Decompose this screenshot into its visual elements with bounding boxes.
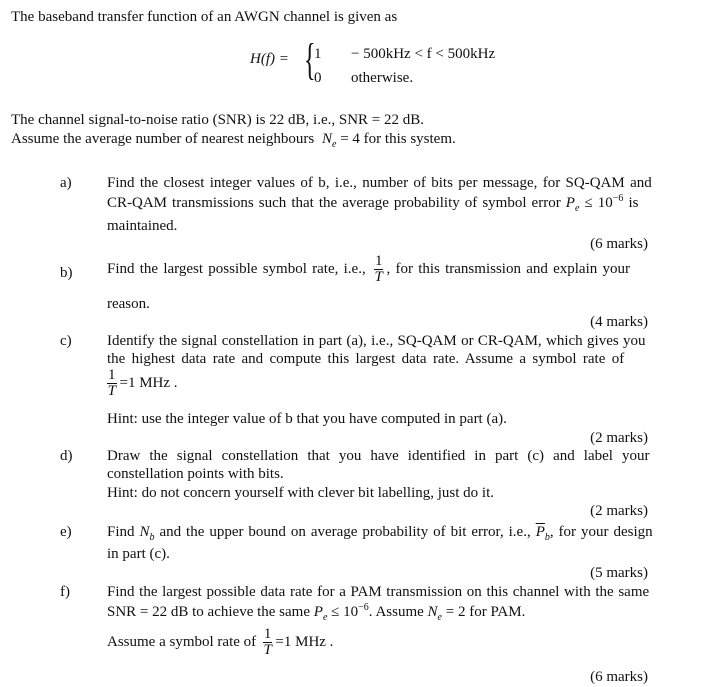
question-c-rate: =1 MHz . (119, 374, 178, 391)
question-a-label: a) (60, 175, 72, 191)
question-e-text1: Find (107, 524, 135, 540)
assume-line (11, 130, 456, 150)
question-e-pb-sub: b (544, 532, 550, 543)
question-f-exp: −6 (358, 602, 369, 613)
question-b-fraction (374, 254, 384, 285)
equation-case2-condition: otherwise. (351, 70, 414, 86)
question-a-bound: ≤ 10 (584, 195, 613, 211)
question-a-is: is (628, 195, 639, 211)
question-c-marks: (2 marks) (590, 430, 648, 446)
question-c-hint: Hint: use the integer value of b that you have computed in part (a). (107, 411, 507, 427)
question-f-label: f) (60, 584, 70, 600)
question-b-text1: Find the largest possible symbol rate, i.e., (107, 260, 366, 277)
assume-n-sub: e (332, 139, 337, 150)
question-e-pb: $\overline{P}$ (535, 524, 545, 540)
question-f-frac-num: 1 (263, 626, 272, 642)
question-f-fraction (263, 627, 273, 658)
question-f-text2: . Assume (368, 604, 424, 620)
question-e-text3: , for your design (549, 524, 653, 540)
question-b-frac-num: 1 (374, 253, 383, 269)
question-b-text2: , for this transmission and explain your (386, 260, 631, 277)
question-f-frac-den: T (263, 642, 272, 658)
question-e-nb-sub: b (149, 532, 155, 543)
question-b-frac-den: T (374, 269, 383, 285)
question-a-line3: maintained. (107, 218, 178, 234)
question-b-marks: (4 marks) (590, 314, 648, 330)
question-a-marks: (6 marks) (590, 236, 648, 252)
question-b-label: b) (60, 265, 73, 281)
question-b-line2: reason. (107, 296, 150, 312)
question-f-n: N (427, 604, 438, 620)
assume-text: Assume the average number of nearest neighbours (11, 131, 315, 147)
question-e-line1 (107, 523, 653, 543)
question-f-pe: P (313, 604, 323, 620)
question-c-label: c) (60, 333, 72, 349)
question-f-line1: Find the largest possible data rate for a PAM transmission on this channel with the same (107, 584, 650, 600)
question-f-bound: ≤ 10 (331, 604, 359, 620)
equation-lhs (250, 50, 289, 69)
question-e-nb: N (139, 524, 150, 540)
question-c-frac-den: T (107, 383, 116, 399)
equation-lhs-text: H(f) = (250, 51, 289, 67)
question-d-marks: (2 marks) (590, 503, 648, 519)
question-d-label: d) (60, 448, 73, 464)
equation-brace: { (304, 35, 316, 84)
question-a-pe-sub: e (574, 203, 580, 214)
assume-n: N (321, 131, 332, 147)
question-f-marks: (6 marks) (590, 669, 648, 685)
question-e-marks: (5 marks) (590, 565, 648, 581)
question-c-line1: Identify the signal constellation in part (a), i.e., SQ-QAM or CR-QAM, which gives you (107, 333, 646, 349)
question-f-line3 (107, 627, 333, 658)
equation-case1-condition: − 500kHz < f < 500kHz (351, 46, 496, 62)
question-c-line3 (104, 368, 178, 399)
question-d-hint: Hint: do not concern yourself with clever bit labelling, just do it. (107, 485, 495, 501)
question-d-line1: Draw the signal constellation that you have identified in part (c) and label your (107, 448, 650, 464)
question-f-text4: Assume a symbol rate of (107, 633, 257, 650)
assume-value: = 4 for this system. (340, 131, 456, 147)
question-c-fraction (107, 368, 117, 399)
question-f-rate: =1 MHz . (275, 633, 334, 650)
question-f-n-sub: e (437, 612, 442, 623)
question-e-text2: and the upper bound on average probability of bit error, i.e., (159, 524, 531, 540)
question-e-line2: in part (c). (107, 546, 170, 562)
question-c-line2: the highest data rate and compute this largest data rate. Assume a symbol rate of (107, 351, 625, 367)
question-a-line2-text: CR-QAM transmissions such that the average probability of symbol error (107, 195, 561, 211)
question-f-pe-sub: e (322, 612, 328, 623)
question-f-text3: = 2 for PAM. (445, 604, 526, 620)
question-e-label: e) (60, 524, 72, 540)
snr-line: The channel signal-to-noise ratio (SNR) is 22 dB, i.e., SNR = 22 dB. (11, 112, 424, 128)
question-f-line2 (107, 603, 525, 623)
question-d-line2: constellation points with bits. (107, 466, 284, 482)
question-f-text1: SNR = 22 dB to achieve the same (107, 604, 311, 620)
equation-case1-value: 1 (314, 46, 322, 62)
question-b-line1 (107, 254, 630, 285)
question-a-pe: P (565, 195, 575, 211)
equation-case2-value: 0 (314, 70, 322, 86)
question-a-line2 (107, 194, 638, 214)
question-c-frac-num: 1 (108, 367, 116, 383)
question-a-line1: Find the closest integer values of b, i.e., number of bits per message, for SQ-QAM and (107, 175, 652, 191)
question-a-exp: −6 (612, 193, 624, 204)
intro-text: The baseband transfer function of an AWGN channel is given as (11, 9, 398, 25)
